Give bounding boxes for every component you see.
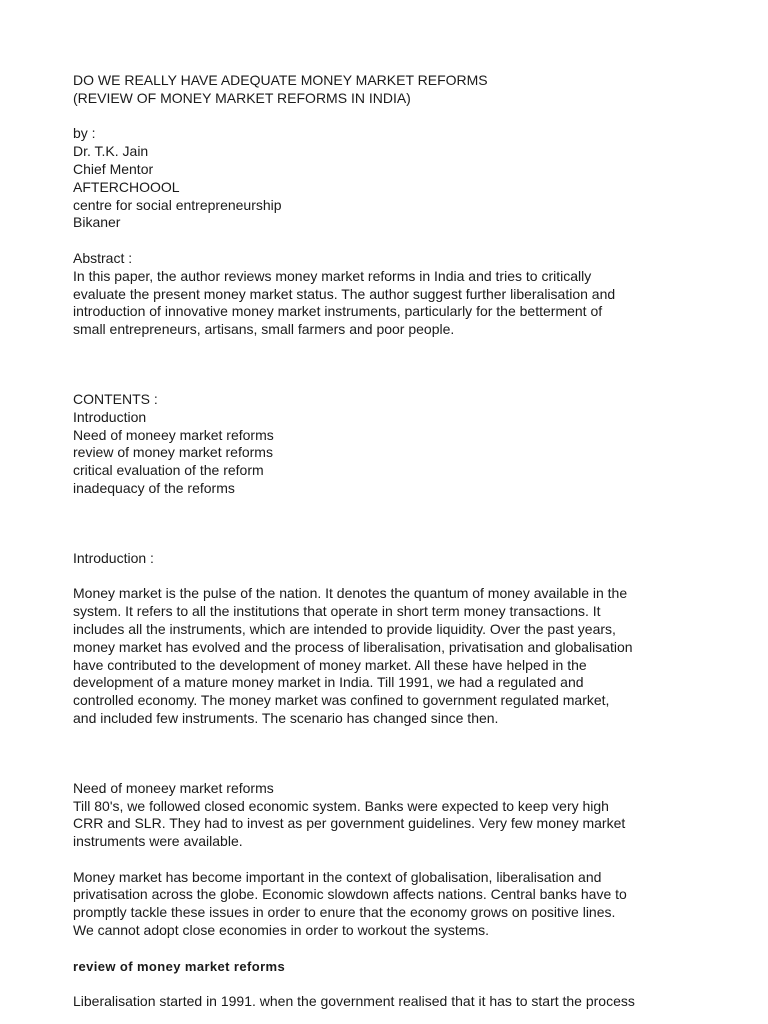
contents-section — [73, 391, 713, 498]
introduction-line: includes all the instruments, which are intended to provide liquidity. Over the past years, — [73, 620, 616, 637]
document-title — [73, 72, 713, 108]
need-heading: Need of moneey market reforms — [73, 779, 274, 796]
contents-item: review of money market reforms — [73, 444, 273, 461]
globalisation-line: promptly tackle these issues in order to enure that the economy grows on positive lines. — [73, 904, 616, 921]
author-role: Chief Mentor — [73, 160, 154, 177]
globalisation-line: Money market has become important in the context of globalisation, liberalisation and — [73, 868, 602, 885]
introduction-line: controlled economy. The money market was confined to government regulated market, — [73, 692, 610, 709]
contents-item: inadequacy of the reforms — [73, 479, 235, 496]
author-block — [73, 125, 713, 232]
introduction-line: money market has evolved and the process of liberalisation, privatisation and globalisation — [73, 638, 633, 655]
title-line: DO WE REALLY HAVE ADEQUATE MONEY MARKET REFORMS — [73, 72, 488, 88]
contents-item: critical evaluation of the reform — [73, 462, 264, 479]
introduction-line: system. It refers to all the institutions that operate in short term money transactions. It — [73, 603, 601, 620]
introduction-heading: Introduction : — [73, 549, 154, 566]
introduction-line: Money market is the pulse of the nation. It denotes the quantum of money available in the — [73, 585, 628, 602]
author-location: Bikaner — [73, 214, 121, 231]
contents-item: Need of moneey market reforms — [73, 426, 274, 443]
abstract-heading: Abstract : — [73, 249, 133, 266]
globalisation-line: privatisation across the globe. Economic slowdown affects nations. Central banks have to — [73, 886, 627, 903]
need-line: CRR and SLR. They had to invest as per government guidelines. Very few money market — [73, 815, 626, 832]
introduction-line: have contributed to the development of money market. All these have helped in the — [73, 656, 587, 673]
author-organization: AFTERCHOOOL — [73, 178, 180, 195]
abstract-line: evaluate the present money market status. The author suggest further liberalisation and — [73, 285, 616, 302]
abstract-line: small entrepreneurs, artisans, small farmers and poor people. — [73, 321, 455, 338]
globalisation-line: We cannot adopt close economies in order to workout the systems. — [73, 922, 490, 939]
contents-item: Introduction — [73, 408, 147, 425]
need-line: instruments were available. — [73, 833, 243, 850]
review-section — [73, 958, 713, 1011]
review-line: Liberalisation started in 1991. when the government realised that it has to start the process — [73, 993, 635, 1010]
author-organization-desc: centre for social entrepreneurship — [73, 196, 282, 213]
subtitle-line: (REVIEW OF MONEY MARKET REFORMS IN INDIA) — [73, 89, 411, 106]
document-page — [73, 72, 713, 1011]
review-heading: review of money market reforms — [73, 958, 286, 974]
need-section — [73, 780, 713, 940]
introduction-line: development of a mature money market in India. Till 1991, we had a regulated and — [73, 674, 584, 691]
author-name: Dr. T.K. Jain — [73, 143, 149, 160]
introduction-section — [73, 550, 713, 728]
abstract-line: In this paper, the author reviews money market reforms in India and tries to critically — [73, 267, 592, 284]
need-line: Till 80's, we followed closed economic system. Banks were expected to keep very high — [73, 797, 609, 814]
abstract-line: introduction of innovative money market instruments, particularly for the betterment of — [73, 303, 603, 320]
author-by: by : — [73, 125, 96, 142]
contents-heading: CONTENTS : — [73, 390, 158, 407]
introduction-line: and included few instruments. The scenario has changed since then. — [73, 709, 499, 726]
abstract-section — [73, 250, 713, 339]
